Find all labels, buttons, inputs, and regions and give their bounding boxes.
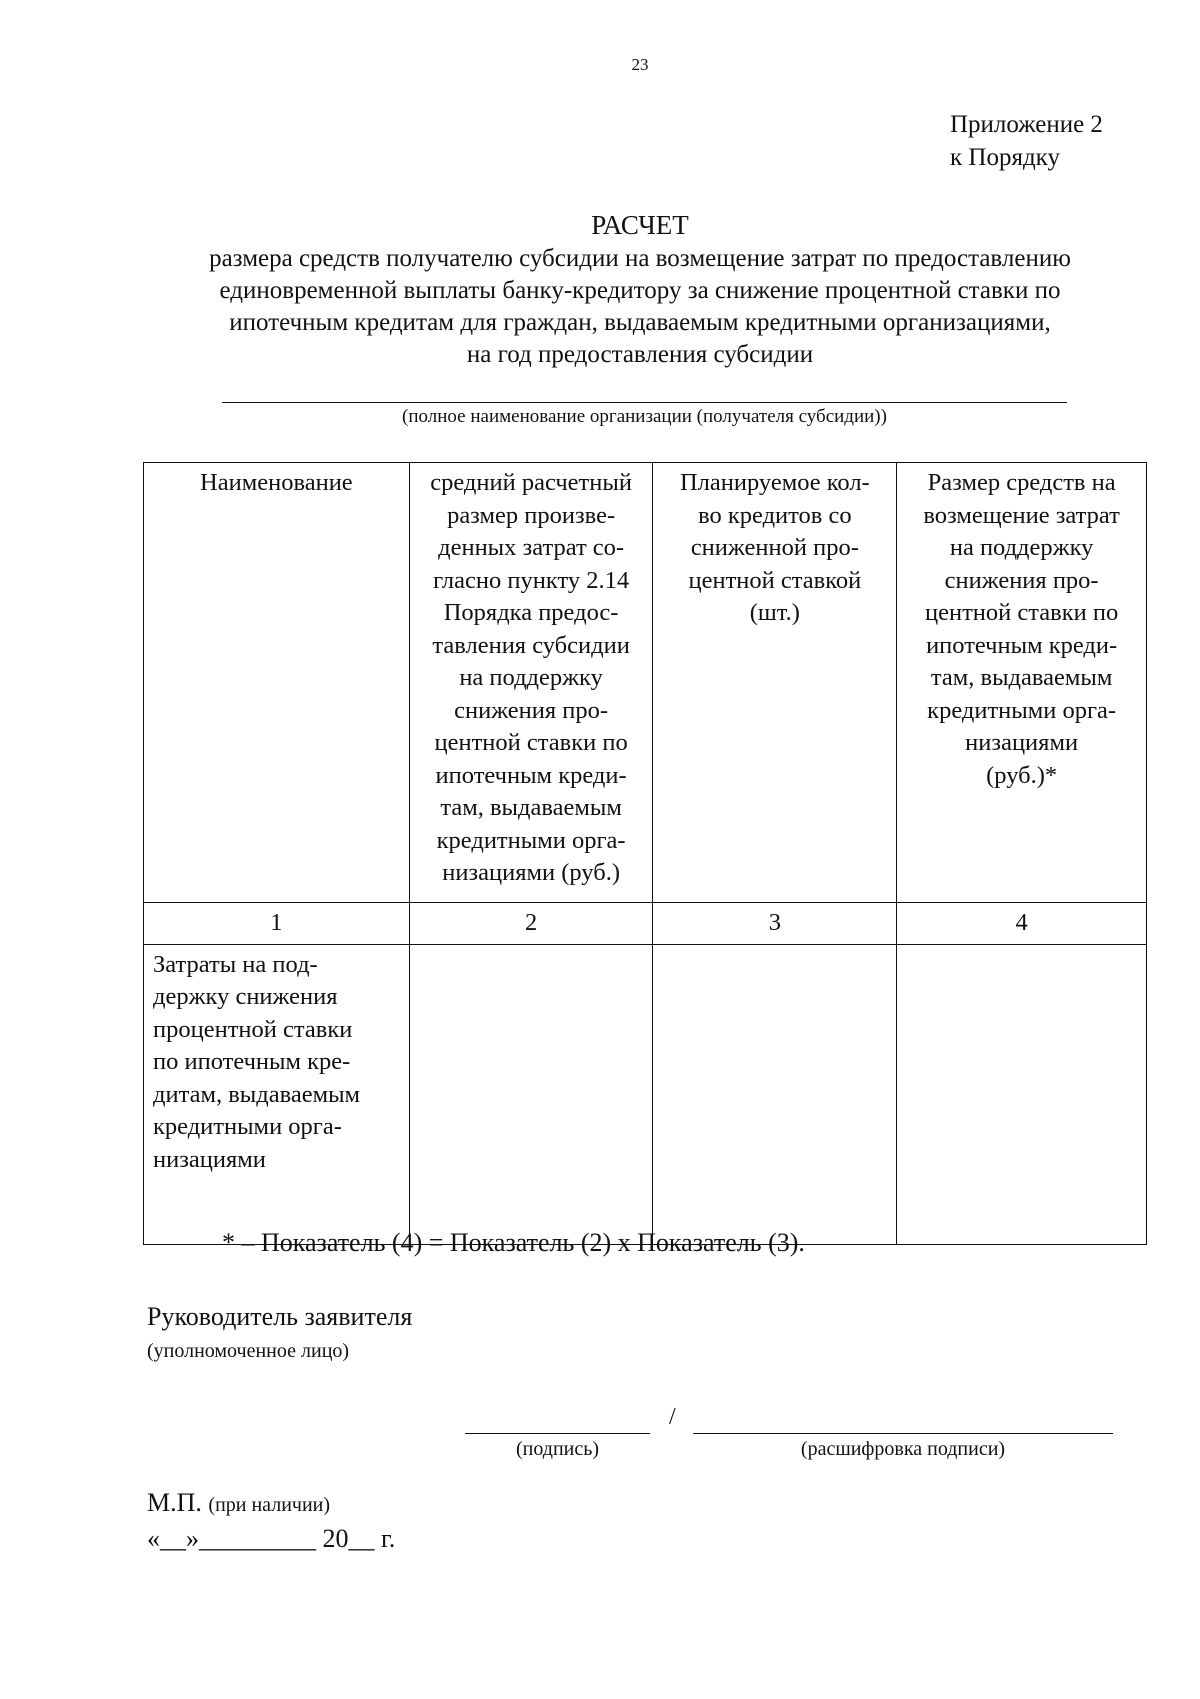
row-label-line: дитам, выдаваемым [153, 1080, 361, 1108]
header-line: Наименование [200, 469, 353, 496]
header-name [144, 463, 410, 903]
stamp-label: М.П. [147, 1488, 202, 1517]
header-line: там, выдаваемым [930, 664, 1113, 691]
table-header-row [144, 463, 1147, 903]
header-line: ипотечным креди- [435, 761, 627, 789]
subtitle-line: единовременной выплаты банку-кредитору за снижение процентной ставки по [219, 277, 1061, 304]
header-line: Размер средств на [927, 469, 1116, 496]
header-average-cost [409, 463, 653, 903]
header-line: во кредитов со [698, 501, 852, 529]
header-line: на поддержку [459, 664, 603, 691]
subtitle-line: ипотечным кредитам для граждан, выдаваемым кредитными организациями, [229, 309, 1051, 336]
document-subtitle [145, 243, 1135, 371]
page-number: 23 [631, 55, 649, 74]
header-line: снижения про- [454, 696, 609, 724]
header-line: тавления субсидии [432, 631, 630, 659]
row-label-line: процентной ставки [153, 1015, 353, 1043]
header-line: (шт.) [749, 599, 800, 626]
header-line: сниженной про- [690, 534, 859, 561]
header-line: гласно пункту 2.14 [433, 566, 630, 594]
row-label-line: Затраты на под- [153, 950, 318, 978]
signature-decode-field-line[interactable] [693, 1433, 1113, 1434]
header-line: размер произве- [447, 501, 616, 529]
column-number: 4 [897, 903, 1147, 945]
header-line: денных затрат со- [438, 534, 625, 561]
header-line: центной ставки по [434, 729, 628, 756]
date-field[interactable]: «__»_________ 20__ г. [147, 1524, 396, 1553]
signer-subtitle: (уполномоченное лицо) [147, 1340, 350, 1362]
appendix-line-1: Приложение 2 [950, 111, 1103, 138]
header-line: возмещение затрат [923, 501, 1120, 529]
signature-decode-caption: (расшифровка подписи) [800, 1438, 1006, 1460]
calculation-table [143, 462, 1147, 1245]
header-line: ипотечным креди- [926, 631, 1118, 659]
table-row [144, 944, 1147, 1244]
column-number: 2 [409, 903, 653, 945]
header-compensation-amount [897, 463, 1147, 903]
header-line: центной ставкой [688, 566, 862, 594]
header-line: кредитными орга- [927, 696, 1117, 724]
cell-compensation-amount[interactable] [897, 944, 1147, 1244]
header-line: низациями (руб.) [442, 859, 620, 886]
cell-loan-count[interactable] [653, 944, 897, 1244]
column-number-row [144, 903, 1147, 945]
header-line: снижения про- [944, 566, 1099, 594]
appendix-line-2: к Порядку [950, 144, 1060, 171]
row-label-line: кредитными орга- [153, 1113, 342, 1140]
header-line: средний расчетный [430, 469, 632, 496]
header-loan-count [653, 463, 897, 903]
stamp-note: (при наличии) [208, 1494, 331, 1516]
document-title: РАСЧЕТ [591, 210, 689, 240]
row-label-line: по ипотечным кре- [153, 1048, 351, 1075]
signer-title: Руководитель заявителя [147, 1302, 413, 1331]
row-label-line: низациями [153, 1145, 266, 1173]
header-line: там, выдаваемым [440, 794, 622, 821]
signature-caption: (подпись) [515, 1438, 600, 1460]
appendix-label [950, 108, 1103, 174]
signature-field-line[interactable] [465, 1433, 650, 1434]
org-name-caption: (полное наименование организации (получателя субсидии)) [402, 406, 887, 427]
column-number: 1 [144, 903, 410, 945]
header-line: Порядка предос- [443, 599, 619, 626]
header-line: Планируемое кол- [679, 469, 870, 496]
subtitle-line: размера средств получателю субсидии на возмещение затрат по предоставлению [209, 245, 1071, 272]
column-number: 3 [653, 903, 897, 945]
header-line: на поддержку [949, 534, 1094, 561]
header-line: центной ставки по [925, 599, 1119, 626]
header-line: (руб.)* [986, 761, 1058, 789]
header-line: низациями [965, 729, 1079, 756]
formula-footnote: * – Показатель (4) = Показатель (2) х Показатель (3). [222, 1228, 805, 1257]
stamp-place [147, 1488, 330, 1518]
header-line: кредитными орга- [436, 826, 626, 854]
org-name-field-line[interactable] [222, 402, 1067, 403]
row-label-costs [144, 944, 410, 1244]
cell-average-cost[interactable] [409, 944, 653, 1244]
row-label-line: держку снижения [153, 983, 338, 1010]
subtitle-line: на год предоставления субсидии [466, 341, 814, 368]
signature-separator: / [669, 1404, 676, 1430]
